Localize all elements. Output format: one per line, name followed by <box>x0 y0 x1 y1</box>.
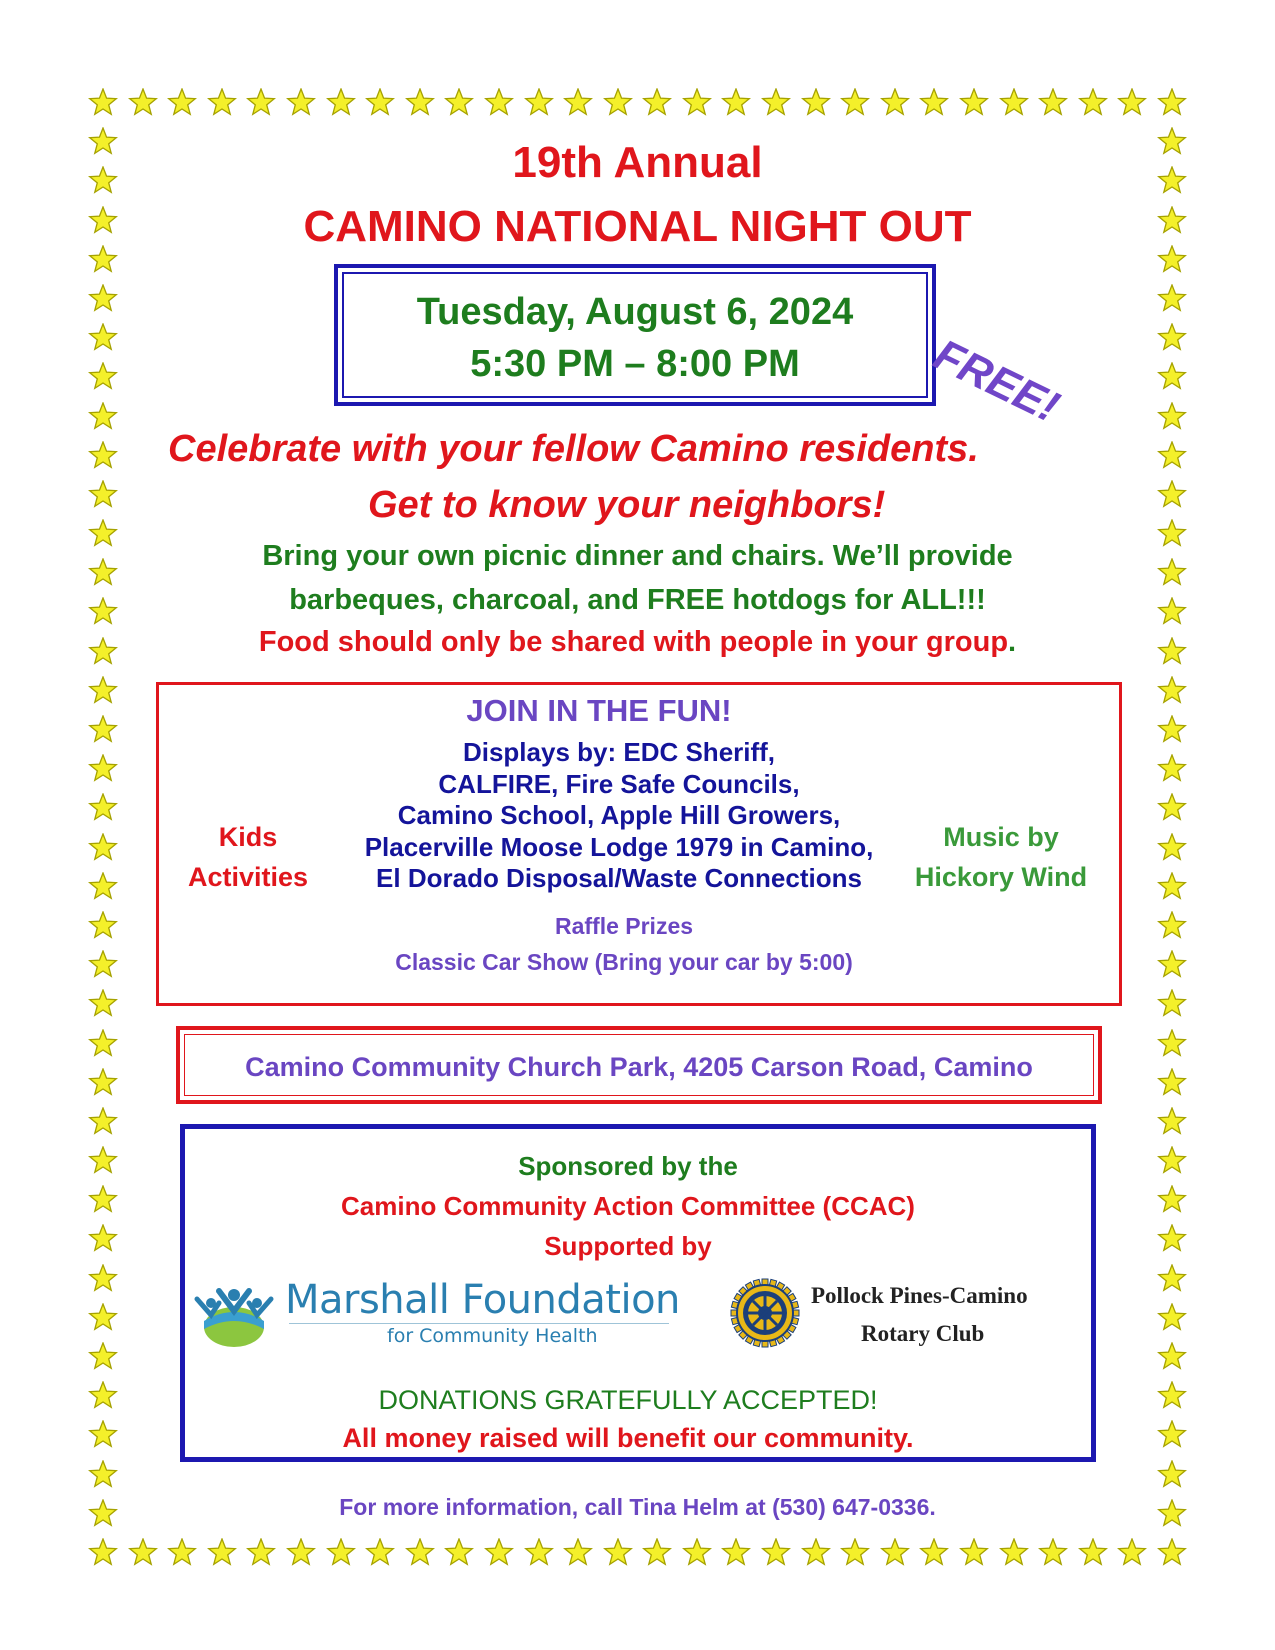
star-icon <box>286 1538 316 1568</box>
star-icon <box>1157 676 1187 706</box>
star-icon <box>88 833 118 863</box>
star-icon <box>88 1185 118 1215</box>
star-icon <box>1157 1224 1187 1254</box>
star-icon <box>642 1538 672 1568</box>
event-location: Camino Community Church Park, 4205 Carson Road, Camino <box>245 1052 1033 1082</box>
star-icon <box>365 1538 395 1568</box>
star-icon <box>1157 754 1187 784</box>
marshall-divider <box>289 1323 669 1324</box>
star-icon <box>246 1538 276 1568</box>
star-icon <box>88 1224 118 1254</box>
star-icon <box>88 323 118 353</box>
star-icon <box>1157 480 1187 510</box>
star-icon <box>444 88 474 118</box>
star-icon <box>88 1146 118 1176</box>
food-sharing-period: . <box>1008 626 1017 658</box>
star-icon <box>1157 833 1187 863</box>
star-icon <box>365 88 395 118</box>
star-icon <box>1157 1107 1187 1137</box>
sponsors-box <box>180 1124 1096 1462</box>
car-show: Classic Car Show (Bring your car by 5:00) <box>395 949 853 975</box>
star-icon <box>1157 1538 1187 1568</box>
star-icon <box>207 1538 237 1568</box>
neighbors-line: Get to know your neighbors! <box>368 484 886 526</box>
star-icon <box>524 88 554 118</box>
date-time-text <box>338 286 932 390</box>
star-icon <box>1157 1029 1187 1059</box>
star-icon <box>840 1538 870 1568</box>
star-icon <box>1078 1538 1108 1568</box>
star-icon <box>1157 989 1187 1019</box>
star-icon <box>88 480 118 510</box>
star-icon <box>207 88 237 118</box>
star-icon <box>682 88 712 118</box>
star-icon <box>88 1264 118 1294</box>
marshall-foundation-name: Marshall Foundation <box>285 1277 680 1323</box>
star-icon <box>761 88 791 118</box>
star-icon <box>721 88 751 118</box>
displays-list <box>319 737 919 895</box>
star-icon <box>1038 88 1068 118</box>
star-icon <box>88 872 118 902</box>
star-icon <box>88 362 118 392</box>
benefit-note: All money raised will benefit our community. <box>342 1423 914 1453</box>
music-info <box>901 817 1101 897</box>
star-icon <box>603 1538 633 1568</box>
activities-label: Activities <box>187 862 309 892</box>
star-icon <box>128 88 158 118</box>
star-icon <box>88 1538 118 1568</box>
star-icon <box>286 88 316 118</box>
event-time: 5:30 PM – 8:00 PM <box>470 343 800 385</box>
star-icon <box>1157 1068 1187 1098</box>
rotary-wheel-icon <box>729 1277 801 1349</box>
star-icon <box>1157 950 1187 980</box>
star-icon <box>1117 1538 1147 1568</box>
star-icon <box>603 88 633 118</box>
star-icon <box>1157 1342 1187 1372</box>
join-fun-heading: JOIN IN THE FUN! <box>466 693 732 728</box>
provisions-line: barbeques, charcoal, and FREE hotdogs for ALL!!! <box>289 584 986 616</box>
star-icon <box>88 1029 118 1059</box>
star-icon <box>880 88 910 118</box>
star-icon <box>524 1538 554 1568</box>
star-icon <box>88 402 118 432</box>
star-icon <box>88 715 118 745</box>
supported-by-label: Supported by <box>544 1231 712 1261</box>
bring-picnic-line: Bring your own picnic dinner and chairs. We’ll provide <box>262 540 1013 572</box>
star-icon <box>1157 1185 1187 1215</box>
date-box <box>334 264 936 406</box>
star-icon <box>88 676 118 706</box>
star-icon <box>1157 1381 1187 1411</box>
donations-heading: DONATIONS GRATEFULLY ACCEPTED! <box>378 1385 878 1415</box>
star-icon <box>88 1460 118 1490</box>
contact-info: For more information, call Tina Helm at (530) 647-0336. <box>339 1494 936 1520</box>
free-badge: FREE! <box>926 330 1067 432</box>
music-by-label: Music by <box>943 822 1059 852</box>
marshall-foundation-subtitle: for Community Health <box>387 1325 598 1347</box>
food-sharing-text: Food should only be shared with people in your group <box>258 626 1009 658</box>
event-title: CAMINO NATIONAL NIGHT OUT <box>303 202 972 251</box>
star-icon <box>128 1538 158 1568</box>
star-icon <box>959 88 989 118</box>
star-icon <box>326 88 356 118</box>
star-icon <box>880 1538 910 1568</box>
star-icon <box>405 88 435 118</box>
star-icon <box>563 1538 593 1568</box>
star-icon <box>167 1538 197 1568</box>
star-icon <box>1157 362 1187 392</box>
star-icon <box>88 88 118 118</box>
food-sharing-note <box>0 626 1275 659</box>
star-icon <box>919 88 949 118</box>
rotary-club-name-line1: Pollock Pines-Camino <box>811 1283 1028 1308</box>
display-line: Placerville Moose Lodge 1979 in Camino, <box>364 831 874 862</box>
rotary-club-name-line2: Rotary Club <box>861 1321 985 1346</box>
raffle-prizes: Raffle Prizes <box>554 913 694 939</box>
sponsored-by-label: Sponsored by the <box>518 1151 738 1181</box>
display-line: CALFIRE, Fire Safe Councils, <box>438 768 800 799</box>
star-icon <box>1078 88 1108 118</box>
sponsor-name: Camino Community Action Committee (CCAC) <box>341 1191 915 1221</box>
star-icon <box>1157 1303 1187 1333</box>
star-icon <box>1157 793 1187 823</box>
star-icon <box>88 1068 118 1098</box>
star-icon <box>88 911 118 941</box>
star-icon <box>88 1420 118 1450</box>
star-icon <box>444 1538 474 1568</box>
star-icon <box>682 1538 712 1568</box>
star-icon <box>88 441 118 471</box>
star-icon <box>484 88 514 118</box>
marshall-foundation-logo <box>189 1281 279 1351</box>
star-icon <box>1157 715 1187 745</box>
star-icon <box>88 1381 118 1411</box>
kids-activities <box>173 817 323 897</box>
star-icon <box>88 793 118 823</box>
celebrate-line: Celebrate with your fellow Camino residents. <box>168 428 979 470</box>
star-icon <box>801 1538 831 1568</box>
star-icon <box>919 1538 949 1568</box>
star-icon <box>1157 284 1187 314</box>
star-icon <box>1157 1146 1187 1176</box>
star-icon <box>246 88 276 118</box>
event-edition: 19th Annual <box>512 138 763 187</box>
star-icon <box>1157 872 1187 902</box>
star-icon <box>801 88 831 118</box>
event-date: Tuesday, August 6, 2024 <box>416 291 854 333</box>
star-icon <box>1157 402 1187 432</box>
band-name: Hickory Wind <box>914 862 1088 892</box>
activities-box <box>156 682 1122 1006</box>
display-line: Camino School, Apple Hill Growers, <box>397 800 841 830</box>
star-icon <box>88 950 118 980</box>
star-icon <box>88 1107 118 1137</box>
star-icon <box>1157 441 1187 471</box>
display-line: Displays by: EDC Sheriff, <box>462 737 776 767</box>
star-icon <box>1157 911 1187 941</box>
star-icon <box>721 1538 751 1568</box>
star-icon <box>88 989 118 1019</box>
star-icon <box>405 1538 435 1568</box>
kids-label: Kids <box>218 822 278 852</box>
star-icon <box>1157 1420 1187 1450</box>
star-icon <box>1117 88 1147 118</box>
star-icon <box>999 88 1029 118</box>
display-line: El Dorado Disposal/Waste Connections <box>376 863 862 893</box>
star-icon <box>1157 1264 1187 1294</box>
star-icon <box>563 88 593 118</box>
star-icon <box>88 1303 118 1333</box>
star-icon <box>326 1538 356 1568</box>
star-icon <box>88 284 118 314</box>
star-icon <box>840 88 870 118</box>
location-box <box>176 1026 1102 1104</box>
star-icon <box>999 1538 1029 1568</box>
star-icon <box>88 754 118 784</box>
star-icon <box>959 1538 989 1568</box>
star-icon <box>1157 88 1187 118</box>
star-icon <box>1157 1460 1187 1490</box>
star-icon <box>761 1538 791 1568</box>
star-icon <box>1038 1538 1068 1568</box>
star-icon <box>1157 323 1187 353</box>
star-icon <box>167 88 197 118</box>
star-icon <box>88 1342 118 1372</box>
star-icon <box>484 1538 514 1568</box>
star-icon <box>642 88 672 118</box>
